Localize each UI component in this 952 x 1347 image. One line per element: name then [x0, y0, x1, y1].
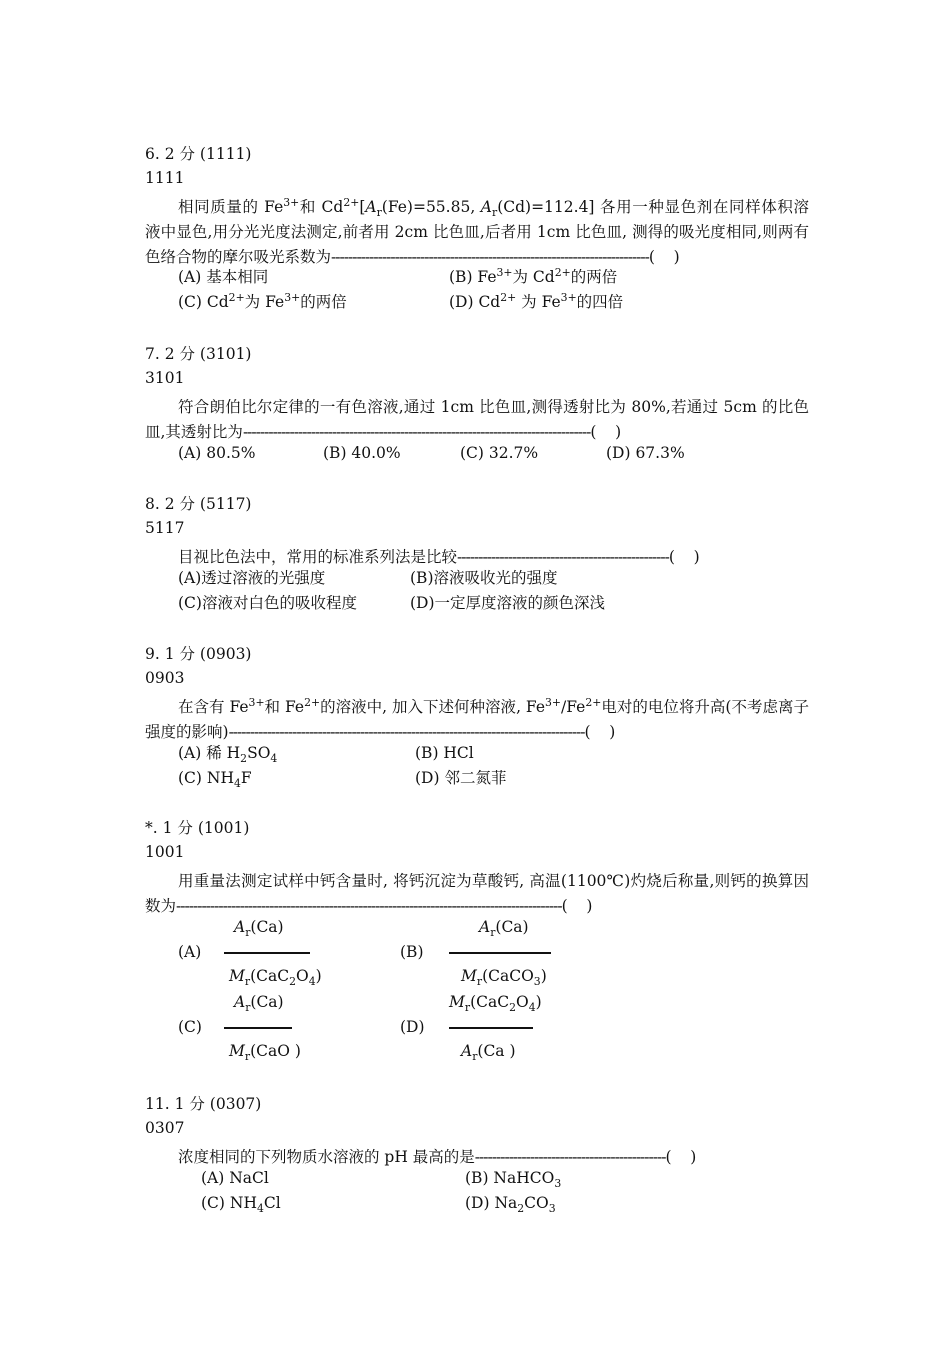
question-stem: 目视比色法中，常用的标准系列法是比较--------------------------------------------------( ) [178, 548, 700, 566]
option-c[interactable]: (C) $NH_4Cl$ [201, 1194, 281, 1216]
question-header: 11. 1 分 (0307) [145, 1095, 262, 1113]
option-d[interactable]: (D) 邻二氮菲 [415, 769, 507, 787]
answer-dashes: --------------------------------------------------( [457, 548, 674, 566]
question-stem: 浓度相同的下列物质水溶液的 pH 最高的是---------------------------------------------( ) [178, 1148, 697, 1166]
option-b[interactable]: (B) 40.0% [323, 444, 401, 462]
option-c-label[interactable]: (C) [178, 1018, 202, 1036]
question-code: 0307 [145, 1119, 185, 1137]
option-a-numerator: $A_r(Ca)$ [234, 918, 284, 940]
option-d-numerator: $M_r(CaC_2O_4)$ [449, 993, 542, 1015]
option-a[interactable]: (A) NaCl [201, 1169, 269, 1187]
option-a[interactable]: (A) 稀 $H_2SO_4$ [178, 744, 278, 766]
option-d[interactable]: (D) $Na_2CO_3$ [465, 1194, 556, 1216]
question-stem: 符合朗伯比尔定律的一有色溶液,通过 1cm 比色皿,测得透射比为 80%,若通过 5cm 的比色皿,其透射比为----------------------------------------------------------------------------------( ) [145, 398, 809, 441]
option-a[interactable]: (A) 基本相同 [178, 268, 269, 286]
option-c-fraction-bar [224, 1027, 292, 1029]
answer-blank[interactable]: ) [670, 1148, 697, 1166]
question-code: 1001 [145, 843, 185, 861]
question-code: 1111 [145, 169, 185, 187]
option-d[interactable]: (D)一定厚度溶液的颜色深浅 [410, 594, 606, 612]
answer-blank[interactable]: ) [653, 248, 680, 266]
option-d-fraction-bar [449, 1027, 533, 1029]
question-stem: 相同质量的 $Fe^{3+}$和 $Cd^{2+}[A_r(Fe)=55.85$, $A_r(Cd)=112.4$] 各用一种显色剂在同样体积溶液中显色,用分光光度法测定,前者用 2cm 比色皿,后者用 1cm 比色皿, 测得的吸光度相同,则两有色络合物的摩尔吸光系数为---------------------------------------------------------------------------( ) [145, 195, 809, 266]
option-b[interactable]: (B)溶液吸收光的强度 [410, 569, 558, 587]
option-b[interactable]: (B) NaHCO$_3$ [465, 1169, 562, 1191]
option-b-denominator: $M_r(CaCO_3)$ [461, 967, 547, 989]
option-a-denominator: $M_r(CaC_2O_4)$ [229, 967, 322, 989]
option-b-numerator: $A_r(Ca)$ [479, 918, 529, 940]
option-a-fraction-bar [224, 952, 310, 954]
option-d[interactable]: (D) 67.3% [606, 444, 685, 462]
option-a[interactable]: (A)透过溶液的光强度 [178, 569, 326, 587]
answer-blank[interactable]: ) [589, 723, 616, 741]
question-code: 0903 [145, 669, 185, 687]
answer-dashes: ----------------------------------------------------------------------------------( [242, 423, 596, 441]
question-header: 7. 2 分 (3101) [145, 345, 252, 363]
question-code: 3101 [145, 369, 185, 387]
option-d-denominator: $A_r(Ca$ ) [461, 1042, 516, 1064]
answer-blank[interactable]: ) [673, 548, 700, 566]
answer-blank[interactable]: ) [566, 897, 593, 915]
answer-dashes: -------------------------------------------------------------------------------------------( [176, 897, 567, 915]
question-header: *. 1 分 (1001) [145, 819, 250, 837]
option-b[interactable]: (B) $Fe^{3+}$为 $Cd^{2+}$的两倍 [449, 265, 618, 286]
answer-dashes: ---------------------------------------------------------------------------( [331, 248, 654, 266]
option-b-fraction-bar [449, 952, 551, 954]
option-a[interactable]: (A) 80.5% [178, 444, 256, 462]
question-code: 5117 [145, 519, 185, 537]
question-header: 8. 2 分 (5117) [145, 495, 252, 513]
answer-blank[interactable]: ) [595, 423, 622, 441]
option-c[interactable]: (C) 32.7% [460, 444, 539, 462]
answer-dashes: ------------------------------------------------------------------------------------( [228, 723, 590, 741]
option-c[interactable]: (C)溶液对白色的吸收程度 [178, 594, 357, 612]
question-header: 9. 1 分 (0903) [145, 645, 252, 663]
option-c[interactable]: (C) $Cd^{2+}$为 $Fe^{3+}$的两倍 [178, 290, 347, 311]
question-stem: 用重量法测定试样中钙含量时, 将钙沉淀为草酸钙, 高温(1100℃)灼烧后称量,则钙的换算因数为-------------------------------------------------------------------------------------------( ) [145, 872, 809, 915]
question-header: 6. 2 分 (1111) [145, 145, 252, 163]
option-d-label[interactable]: (D) [400, 1018, 425, 1036]
option-c[interactable]: (C) $NH_4F$ [178, 769, 252, 791]
option-b-label[interactable]: (B) [400, 943, 424, 961]
option-d[interactable]: (D) $Cd^{2+}$ 为 $Fe^{3+}$的四倍 [449, 290, 624, 311]
option-c-numerator: $A_r(Ca)$ [234, 993, 284, 1015]
option-c-denominator: $M_r(CaO$ ) [229, 1042, 301, 1064]
option-b[interactable]: (B) HCl [415, 744, 474, 762]
question-stem: 在含有 $Fe^{3+}$和 $Fe^{2+}$的溶液中, 加入下述何种溶液, $Fe^{3+}/Fe^{2+}$电对的电位将升高(不考虑离子强度的影响)------------------------------------------------------------------------------------( ) [145, 695, 809, 741]
answer-dashes: ---------------------------------------------( [474, 1148, 671, 1166]
option-a-label[interactable]: (A) [178, 943, 202, 961]
